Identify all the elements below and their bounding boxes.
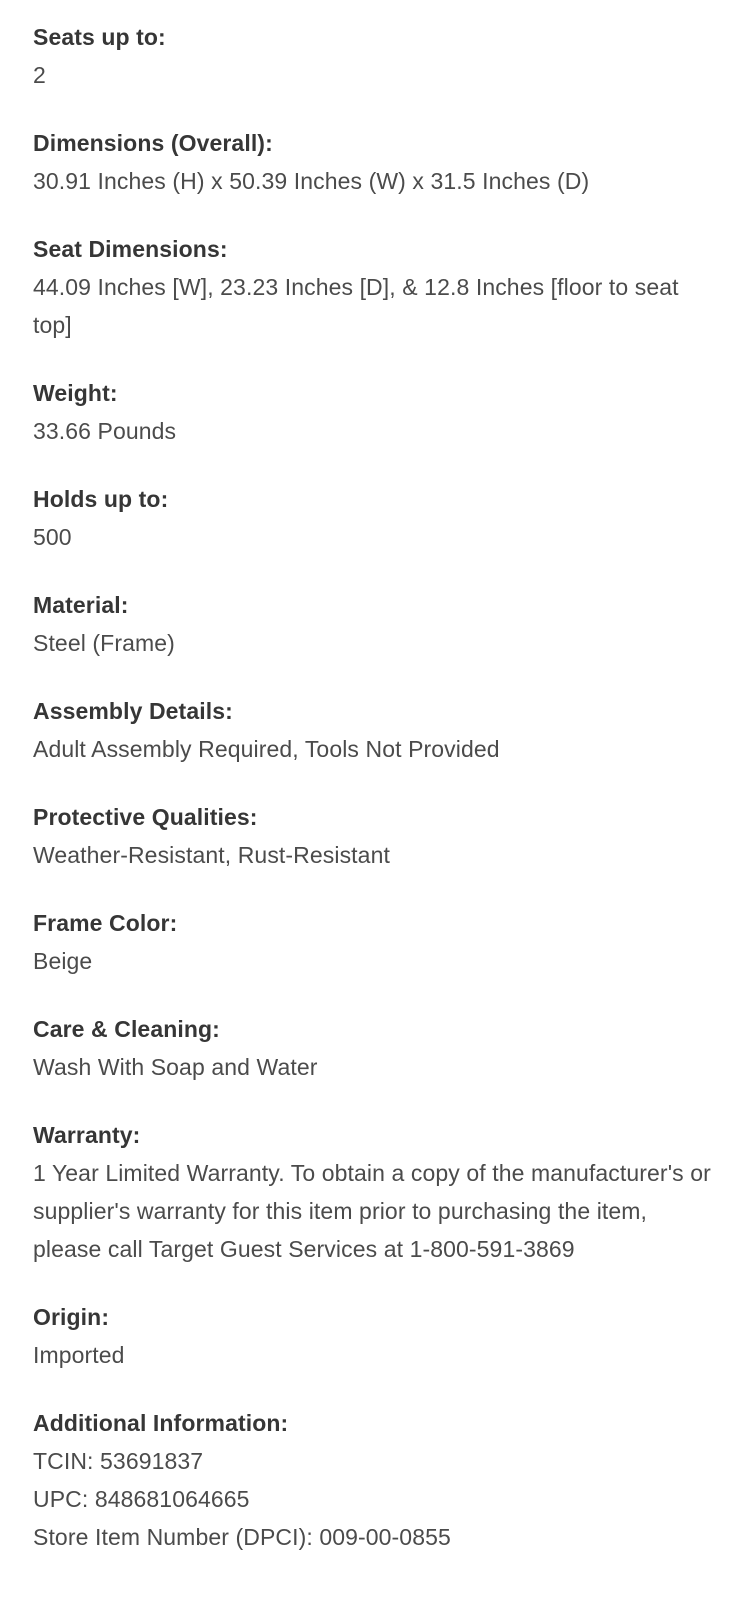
spec-row	[33, 124, 713, 200]
spec-value-group	[33, 730, 713, 768]
spec-label: Frame Color:	[33, 910, 178, 936]
spec-row	[33, 1298, 713, 1374]
spec-value-group	[33, 518, 713, 556]
spec-value: 44.09 Inches [W], 23.23 Inches [D], & 12.8 Inches [floor to seat top]	[33, 274, 679, 338]
spec-value-group	[33, 1336, 713, 1374]
spec-label: Weight:	[33, 380, 118, 406]
spec-value: Store Item Number (DPCI): 009-00-0855	[33, 1524, 451, 1550]
spec-value: Adult Assembly Required, Tools Not Provided	[33, 736, 500, 762]
spec-value: 1 Year Limited Warranty. To obtain a copy of the manufacturer's or supplier's warranty for this item prior to purchasing the item, please call Target Guest Services at 1-800-591-3869	[33, 1160, 711, 1262]
spec-row	[33, 904, 713, 980]
spec-value: Wash With Soap and Water	[33, 1054, 318, 1080]
spec-row	[33, 230, 713, 344]
spec-label: Seat Dimensions:	[33, 236, 228, 262]
spec-value-group	[33, 1154, 713, 1268]
spec-row	[33, 692, 713, 768]
spec-value: 33.66 Pounds	[33, 418, 177, 444]
spec-value-group	[33, 56, 713, 94]
spec-label: Care & Cleaning:	[33, 1016, 220, 1042]
spec-label: Warranty:	[33, 1122, 141, 1148]
spec-label: Origin:	[33, 1304, 110, 1330]
spec-label: Holds up to:	[33, 486, 169, 512]
spec-value: Weather-Resistant, Rust-Resistant	[33, 842, 390, 868]
spec-value-group	[33, 412, 713, 450]
spec-value-group	[33, 1048, 713, 1086]
spec-row	[33, 1010, 713, 1086]
spec-label: Assembly Details:	[33, 698, 233, 724]
spec-value: 30.91 Inches (H) x 50.39 Inches (W) x 31.5 Inches (D)	[33, 168, 590, 194]
spec-row	[33, 1404, 713, 1556]
spec-value-group	[33, 162, 713, 200]
spec-value-group	[33, 836, 713, 874]
spec-label: Seats up to:	[33, 24, 166, 50]
spec-row	[33, 586, 713, 662]
spec-value: Imported	[33, 1342, 125, 1368]
spec-row	[33, 18, 713, 94]
spec-value-group	[33, 1442, 713, 1556]
spec-value: UPC: 848681064665	[33, 1486, 250, 1512]
spec-label: Additional Information:	[33, 1410, 289, 1436]
spec-row	[33, 798, 713, 874]
spec-label: Material:	[33, 592, 129, 618]
spec-value: Steel (Frame)	[33, 630, 175, 656]
spec-value-group	[33, 624, 713, 662]
spec-value: TCIN: 53691837	[33, 1448, 204, 1474]
spec-label: Dimensions (Overall):	[33, 130, 273, 156]
spec-value: Beige	[33, 948, 93, 974]
spec-row	[33, 1116, 713, 1268]
spec-row	[33, 374, 713, 450]
spec-value-group	[33, 942, 713, 980]
spec-value-group	[33, 268, 713, 344]
spec-value: 2	[33, 62, 46, 88]
spec-value: 500	[33, 524, 72, 550]
spec-label: Protective Qualities:	[33, 804, 258, 830]
spec-row	[33, 480, 713, 556]
